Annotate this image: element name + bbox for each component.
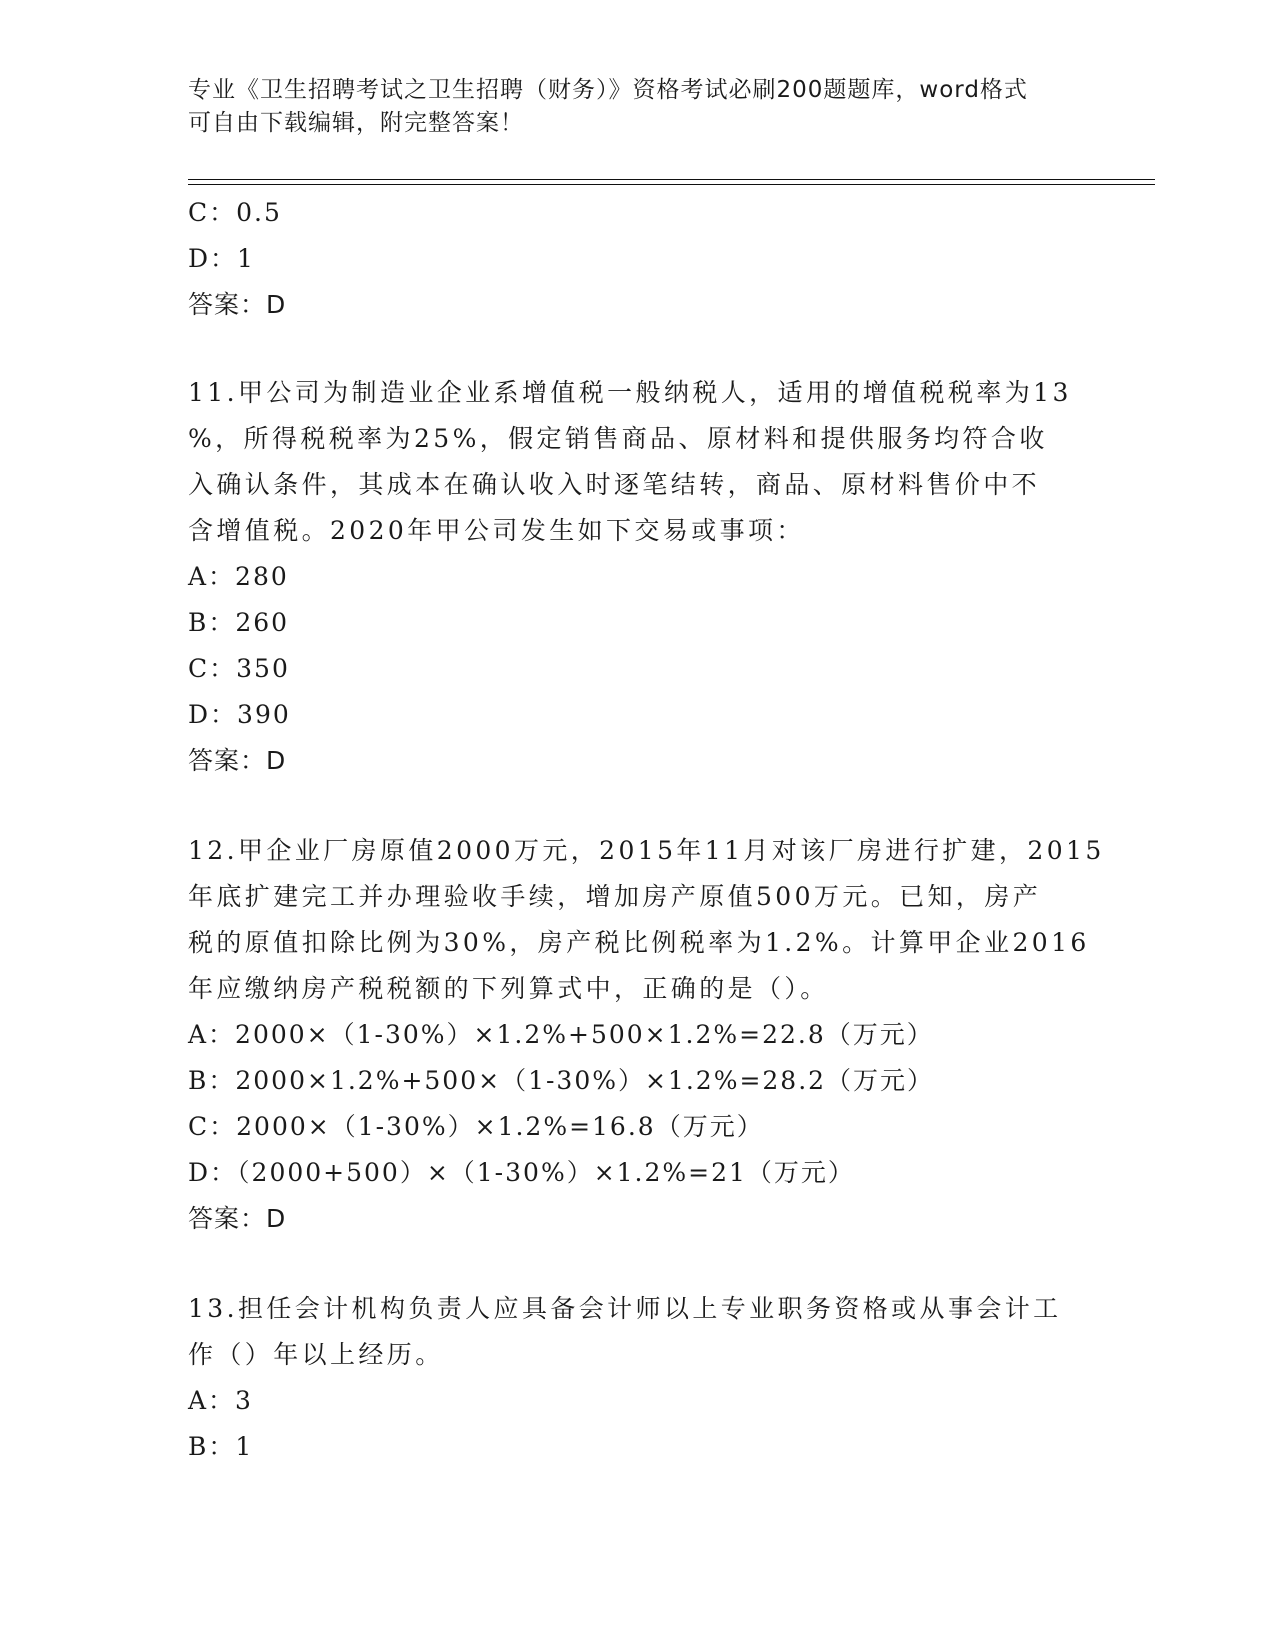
question-text-line: 12.甲企业厂房原值2000万元，2015年11月对该厂房进行扩建，2015 (188, 836, 1105, 865)
option-b: B：260 (188, 608, 290, 637)
spacer (188, 1242, 1088, 1286)
option-d: D：1 (188, 244, 255, 273)
question-text-line: 年底扩建完工并办理验收手续，增加房产原值500万元。已知，房产 (188, 882, 1042, 911)
question-13-block (188, 1286, 1088, 1470)
option-a: A：2000×（1-30%）×1.2%+500×1.2%=22.8（万元） (188, 1020, 934, 1049)
page-header (188, 74, 1088, 140)
option-d: D：390 (188, 700, 291, 729)
option-d: D：（2000+500）×（1-30%）×1.2%=21（万元） (188, 1158, 855, 1187)
option-a: A：280 (188, 562, 289, 591)
option-a: A：3 (188, 1386, 253, 1415)
question-text-line: 作（）年以上经历。 (188, 1340, 444, 1369)
option-c: C：0.5 (188, 198, 282, 227)
answer-line: 答案：D (188, 1204, 287, 1233)
spacer (188, 328, 1088, 370)
option-b: B：1 (188, 1432, 254, 1461)
question-content (188, 190, 1105, 1470)
question-text-line: %，所得税税率为25%，假定销售商品、原材料和提供服务均符合收 (188, 424, 1048, 453)
answer-line: 答案：D (188, 746, 287, 775)
question-text-line: 含增值税。2020年甲公司发生如下交易或事项： (188, 516, 805, 545)
question-text-line: 税的原值扣除比例为30%，房产税比例税率为1.2%。计算甲企业2016 (188, 928, 1090, 957)
question-12-block (188, 828, 1105, 1242)
header-line-1: 专业《卫生招聘考试之卫生招聘（财务）》资格考试必刷200题题库，word格式 (188, 77, 1028, 103)
option-b: B：2000×1.2%+500×（1-30%）×1.2%=28.2（万元） (188, 1066, 935, 1095)
header-divider-bottom (188, 184, 1155, 185)
question-text-line: 11.甲公司为制造业企业系增值税一般纳税人，适用的增值税税率为13 (188, 378, 1072, 407)
question-10-block (188, 190, 1088, 328)
question-text-line: 年应缴纳房产税税额的下列算式中，正确的是（）。 (188, 974, 829, 1003)
answer-line: 答案：D (188, 290, 287, 319)
question-text-line: 13.担任会计机构负责人应具备会计师以上专业职务资格或从事会计工 (188, 1294, 1062, 1323)
header-line-2: 可自由下载编辑，附完整答案！ (188, 110, 524, 136)
header-divider-top (188, 179, 1155, 180)
option-c: C：2000×（1-30%）×1.2%=16.8（万元） (188, 1112, 764, 1141)
option-c: C：350 (188, 654, 290, 683)
spacer (188, 784, 1088, 828)
question-11-block (188, 370, 1088, 784)
question-text-line: 入确认条件，其成本在确认收入时逐笔结转，商品、原材料售价中不 (188, 470, 1041, 499)
